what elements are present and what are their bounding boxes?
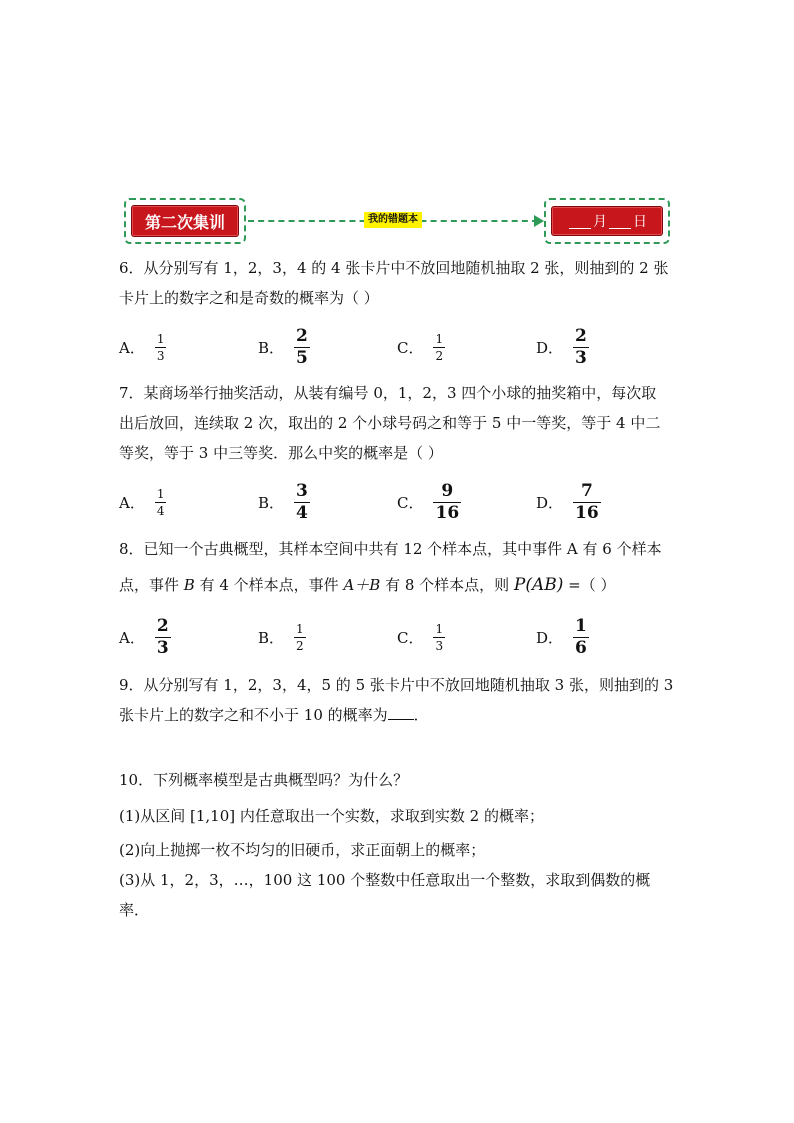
date-box bbox=[551, 206, 663, 236]
fraction: $\frac{7}{16}$ bbox=[575, 480, 599, 523]
training-label-frame bbox=[124, 198, 246, 244]
question-7-line-1: 7．某商场举行抽奖活动，从装有编号 0，1，2，3 四个小球的抽奖箱中，每次取 bbox=[119, 384, 657, 402]
question-9 bbox=[119, 670, 679, 730]
question-9-line-2: 张卡片上的数字之和不小于 10 的概率为 ． bbox=[119, 700, 679, 730]
day-blank bbox=[609, 214, 631, 229]
question-10-item-1: (1)从区间 [1,10] 内任意取出一个实数，求取到实数 2 的概率； bbox=[119, 807, 544, 825]
banner bbox=[124, 198, 672, 244]
option-c[interactable]: C． $\frac{1}{2}$ bbox=[397, 331, 444, 363]
question-10-item-2: (2)向上抛掷一枚不均匀的旧硬币，求正面朝上的概率； bbox=[119, 841, 486, 859]
question-8-line-1: 8．已知一个古典概型，其样本空间中共有 12 个样本点，其中事件 A 有 6 个样本 bbox=[119, 540, 662, 558]
date-frame bbox=[544, 198, 670, 244]
question-6-line-2: 卡片上的数字之和是奇数的概率为（ ） bbox=[119, 289, 379, 307]
question-7-line-2: 出后放回，连续取 2 次，取出的 2 个小球号码之和等于 5 中一等奖，等于 4 中二 bbox=[119, 414, 661, 432]
fraction: $\frac{2}{3}$ bbox=[575, 325, 587, 368]
option-a[interactable]: A． $\frac{1}{4}$ bbox=[119, 486, 165, 518]
option-c[interactable]: C． $\frac{9}{16}$ bbox=[397, 480, 460, 523]
fraction: $\frac{1}{3}$ bbox=[435, 621, 444, 653]
answer-blank[interactable] bbox=[388, 703, 414, 720]
option-d[interactable]: D． $\frac{7}{16}$ bbox=[536, 480, 599, 523]
training-label: 第二次集训 bbox=[131, 205, 239, 237]
fraction: $\frac{2}{5}$ bbox=[296, 325, 308, 368]
mistake-book-tag: 我的错题本 bbox=[364, 212, 422, 228]
month-blank bbox=[569, 214, 591, 229]
fraction: $\frac{1}{6}$ bbox=[575, 615, 587, 658]
question-7-options bbox=[119, 477, 679, 527]
question-8-line-2: 点，事件 B 有 4 个样本点，事件 A＋B 有 8 个样本点，则 P(AB) =（ ） bbox=[119, 575, 616, 595]
question-8 bbox=[119, 534, 679, 600]
question-7-line-3: 等奖，等于 3 中三等奖．那么中奖的概率是（ ） bbox=[119, 444, 443, 462]
fraction: $\frac{3}{4}$ bbox=[296, 480, 308, 523]
option-c[interactable]: C． $\frac{1}{3}$ bbox=[397, 621, 444, 653]
fraction: $\frac{1}{4}$ bbox=[156, 486, 165, 518]
question-8-options bbox=[119, 612, 679, 662]
fraction: $\frac{2}{3}$ bbox=[156, 615, 169, 658]
option-b[interactable]: B． $\frac{2}{5}$ bbox=[258, 325, 308, 368]
option-d[interactable]: D． $\frac{2}{3}$ bbox=[536, 325, 587, 368]
arrow-right-icon bbox=[534, 215, 544, 227]
fraction: $\frac{1}{2}$ bbox=[296, 621, 304, 653]
option-b[interactable]: B． $\frac{3}{4}$ bbox=[258, 480, 308, 523]
month-label: 月 bbox=[593, 214, 607, 230]
day-label: 日 bbox=[633, 214, 647, 230]
question-6 bbox=[119, 253, 679, 313]
question-10-line-1: 10．下列概率模型是古典概型吗？为什么？ bbox=[119, 771, 409, 789]
option-b[interactable]: B． $\frac{1}{2}$ bbox=[258, 621, 304, 653]
option-a[interactable]: A． $\frac{1}{3}$ bbox=[119, 331, 165, 363]
option-a[interactable]: A． $\frac{2}{3}$ bbox=[119, 615, 169, 658]
question-10-item-3b: 率． bbox=[119, 901, 150, 919]
fraction: $\frac{1}{3}$ bbox=[156, 331, 165, 363]
question-6-options bbox=[119, 322, 679, 372]
question-10-item-3a: (3)从 1，2，3，…，100 这 100 个整数中任意取出一个整数，求取到偶数的概 bbox=[119, 871, 651, 889]
question-7 bbox=[119, 378, 679, 468]
fraction: $\frac{9}{16}$ bbox=[435, 480, 460, 523]
question-10 bbox=[119, 765, 679, 925]
question-9-line-1: 9．从分别写有 1，2，3，4，5 的 5 张卡片中不放回地随机抽取 3 张，则抽到的 3 bbox=[119, 676, 674, 694]
question-6-line-1: 6．从分别写有 1，2，3，4 的 4 张卡片中不放回地随机抽取 2 张，则抽到的 2 张 bbox=[119, 259, 669, 277]
option-d[interactable]: D． $\frac{1}{6}$ bbox=[536, 615, 587, 658]
fraction: $\frac{1}{2}$ bbox=[435, 331, 444, 363]
